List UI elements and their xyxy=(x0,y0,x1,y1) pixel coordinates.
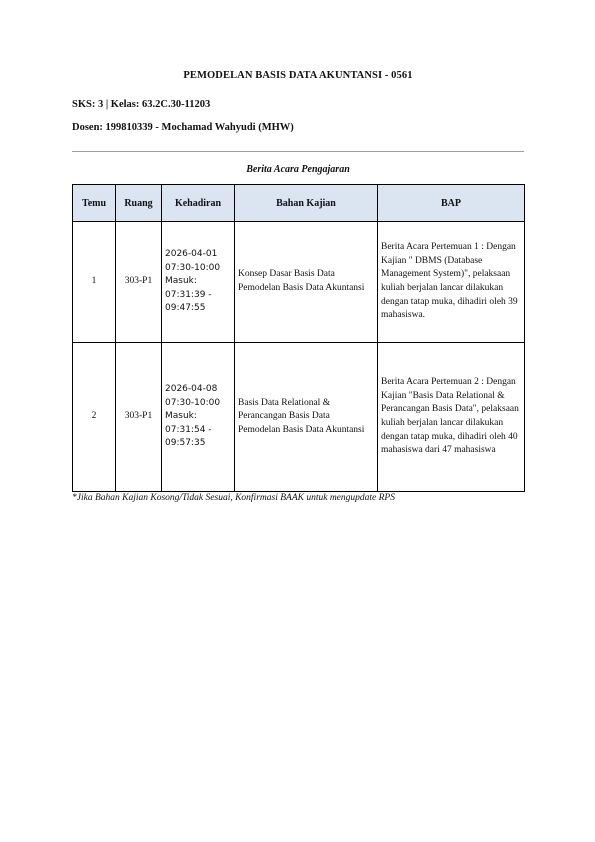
header-kehadiran: Kehadiran xyxy=(162,185,235,222)
attendance-end: 09:47:55 xyxy=(165,303,206,314)
cell-temu: 1 xyxy=(73,222,116,343)
table-header-row xyxy=(73,185,525,222)
teaching-report-table xyxy=(72,184,525,492)
footnote: *Jika Bahan Kajian Kosong/Tidak Sesuai, Konfirmasi BAAK untuk mengupdate RPS xyxy=(72,493,395,503)
table-row xyxy=(73,222,525,343)
attendance-date: 2026-04-08 xyxy=(165,384,218,395)
header-bap: BAP xyxy=(378,185,525,222)
cell-kehadiran xyxy=(162,343,235,492)
header-temu: Temu xyxy=(73,185,116,222)
attendance-start: 07:31:54 - xyxy=(165,424,212,435)
cell-kehadiran xyxy=(162,222,235,343)
attendance-label: Masuk: xyxy=(165,411,197,422)
header-bahan-kajian: Bahan Kajian xyxy=(235,185,378,222)
attendance-schedule: 07:30-10:00 xyxy=(165,397,221,408)
cell-bahan-kajian: Konsep Dasar Basis Data Pemodelan Basis Data Akuntansi xyxy=(235,222,378,343)
cell-bap: Berita Acara Pertemuan 2 : Dengan Kajian "Basis Data Relational & Perancangan Basis Data", pelaksaan kuliah berjalan lancar dilakukan dengan tatap muka, dihadiri oleh 40 mahasiswa dari 47 mahasiswa xyxy=(378,343,525,492)
attendance-schedule: 07:30-10:00 xyxy=(165,262,221,273)
header-ruang: Ruang xyxy=(116,185,162,222)
document-title: PEMODELAN BASIS DATA AKUNTANSI - 0561 xyxy=(183,70,413,81)
cell-bap: Berita Acara Pertemuan 1 : Dengan Kajian " DBMS (Database Management System)", pelaksaan kuliah berjalan lancar dilakukan dengan tatap muka, dihadiri oleh 39 mahasiswa. xyxy=(378,222,525,343)
table-row xyxy=(73,343,525,492)
divider xyxy=(72,151,524,152)
attendance-end: 09:57:35 xyxy=(165,438,206,449)
attendance-label: Masuk: xyxy=(165,276,197,287)
attendance-start: 07:31:39 - xyxy=(165,289,212,300)
cell-bahan-kajian: Basis Data Relational & Perancangan Basis Data Pemodelan Basis Data Akuntansi xyxy=(235,343,378,492)
lecturer-line: Dosen: 199810339 - Mochamad Wahyudi (MHW) xyxy=(72,122,294,133)
cell-temu: 2 xyxy=(73,343,116,492)
cell-ruang: 303-P1 xyxy=(116,343,162,492)
attendance-date: 2026-04-01 xyxy=(165,249,218,260)
table-caption: Berita Acara Pengajaran xyxy=(246,164,350,175)
sks-class-line: SKS: 3 | Kelas: 63.2C.30-11203 xyxy=(72,99,211,110)
cell-ruang: 303-P1 xyxy=(116,222,162,343)
